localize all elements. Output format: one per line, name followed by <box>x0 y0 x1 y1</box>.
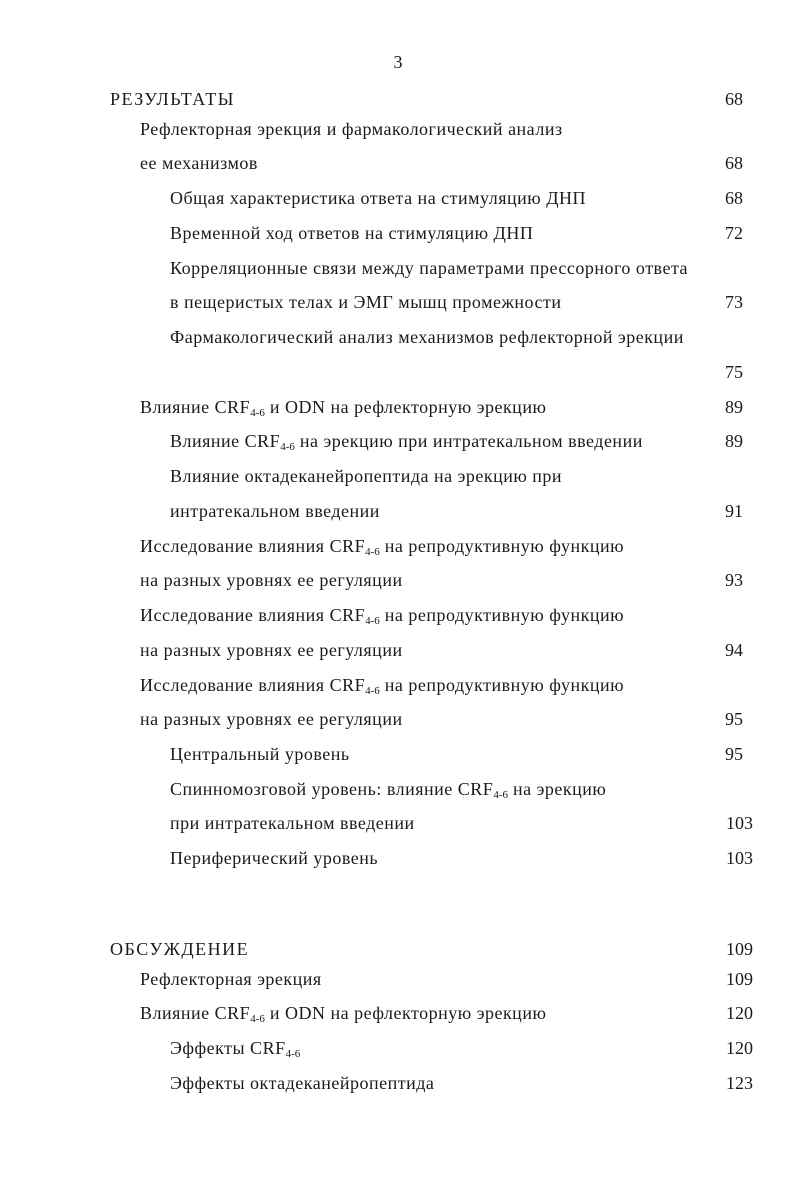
toc-study3-line1: Исследование влияния $CRF_{4-6}$ на репродуктивную функцию <box>140 675 625 697</box>
toc-reflex-line2: ее механизмов <box>140 153 258 173</box>
toc-intrathecal-crf-page: 89 <box>725 431 743 451</box>
toc-influence: Влияние $CRF_{4-6}$ и ODN на рефлекторную эрекцию <box>140 397 547 419</box>
toc-study1-line2: на разных уровнях ее регуляции <box>140 570 403 590</box>
toc-time: Временной ход ответов на стимуляцию ДНП <box>170 223 534 243</box>
discussion-heading: ОБСУЖДЕНИЕ <box>110 939 250 959</box>
toc-study3-page: 95 <box>725 709 743 729</box>
toc-discussion-influence-page: 120 <box>726 1003 753 1023</box>
page-number: 3 <box>393 52 403 72</box>
toc-study2-line1: Исследование влияния $CRF_{4-6}$ на репродуктивную функцию <box>140 605 625 627</box>
results-heading: РЕЗУЛЬТАТЫ <box>110 89 235 109</box>
toc-spinal-line1: Спинномозговой уровень: влияние $CRF_{4-6}$ на эрекцию <box>170 779 607 801</box>
toc-corr-line1: Корреляционные связи между параметрами прессорного ответа <box>170 258 689 278</box>
toc-general-page: 68 <box>725 188 743 208</box>
toc-central: Центральный уровень <box>170 744 350 764</box>
toc-study2-page: 94 <box>725 640 743 660</box>
toc-peripheral-page: 103 <box>726 848 753 868</box>
toc-influence-page: 89 <box>725 397 743 417</box>
toc-discussion-reflex: Рефлекторная эрекция <box>140 969 322 989</box>
toc-time-page: 72 <box>725 223 743 243</box>
toc-reflex-page: 68 <box>725 153 743 173</box>
toc-study2-line2: на разных уровнях ее регуляции <box>140 640 403 660</box>
toc-effects-odn: Эффекты октадеканейропептида <box>170 1073 435 1093</box>
toc-study1-line1: Исследование влияния $CRF_{4-6}$ на репродуктивную функцию <box>140 536 625 558</box>
toc-corr-page: 73 <box>725 292 743 312</box>
toc-effects-crf-page: 120 <box>726 1038 753 1058</box>
toc-central-page: 95 <box>725 744 743 764</box>
toc-corr-line2: в пещеристых телах и ЭМГ мышц промежности <box>170 292 562 312</box>
toc-pharm-page: 75 <box>725 362 743 382</box>
discussion-heading-page: 109 <box>726 939 753 959</box>
toc-odn-line1: Влияние октадеканейропептида на эрекцию при <box>170 466 563 486</box>
toc-study3-line2: на разных уровнях ее регуляции <box>140 709 403 729</box>
toc-effects-crf: Эффекты $CRF_{4-6}$ <box>170 1038 301 1060</box>
toc-effects-odn-page: 123 <box>726 1073 753 1093</box>
toc-discussion-reflex-page: 109 <box>726 969 753 989</box>
toc-study1-page: 93 <box>725 570 743 590</box>
toc-spinal-line2: при интратекальном введении <box>170 813 415 833</box>
results-heading-page: 68 <box>725 89 743 109</box>
toc-odn-page: 91 <box>725 501 743 521</box>
toc-intrathecal-crf: Влияние $CRF_{4-6}$ на эрекцию при интратекальном введении <box>170 431 643 453</box>
toc-general: Общая характеристика ответа на стимуляцию ДНП <box>170 188 587 208</box>
toc-peripheral: Периферический уровень <box>170 848 379 868</box>
toc-odn-line2: интратекальном введении <box>170 501 380 521</box>
toc-discussion-influence: Влияние $CRF_{4-6}$ и ODN на рефлекторную эрекцию <box>140 1003 547 1025</box>
toc-reflex-line1: Рефлекторная эрекция и фармакологический анализ <box>140 119 563 139</box>
toc-spinal-page: 103 <box>726 813 753 833</box>
toc-pharm: Фармакологический анализ механизмов рефлекторной эрекции <box>170 327 684 347</box>
